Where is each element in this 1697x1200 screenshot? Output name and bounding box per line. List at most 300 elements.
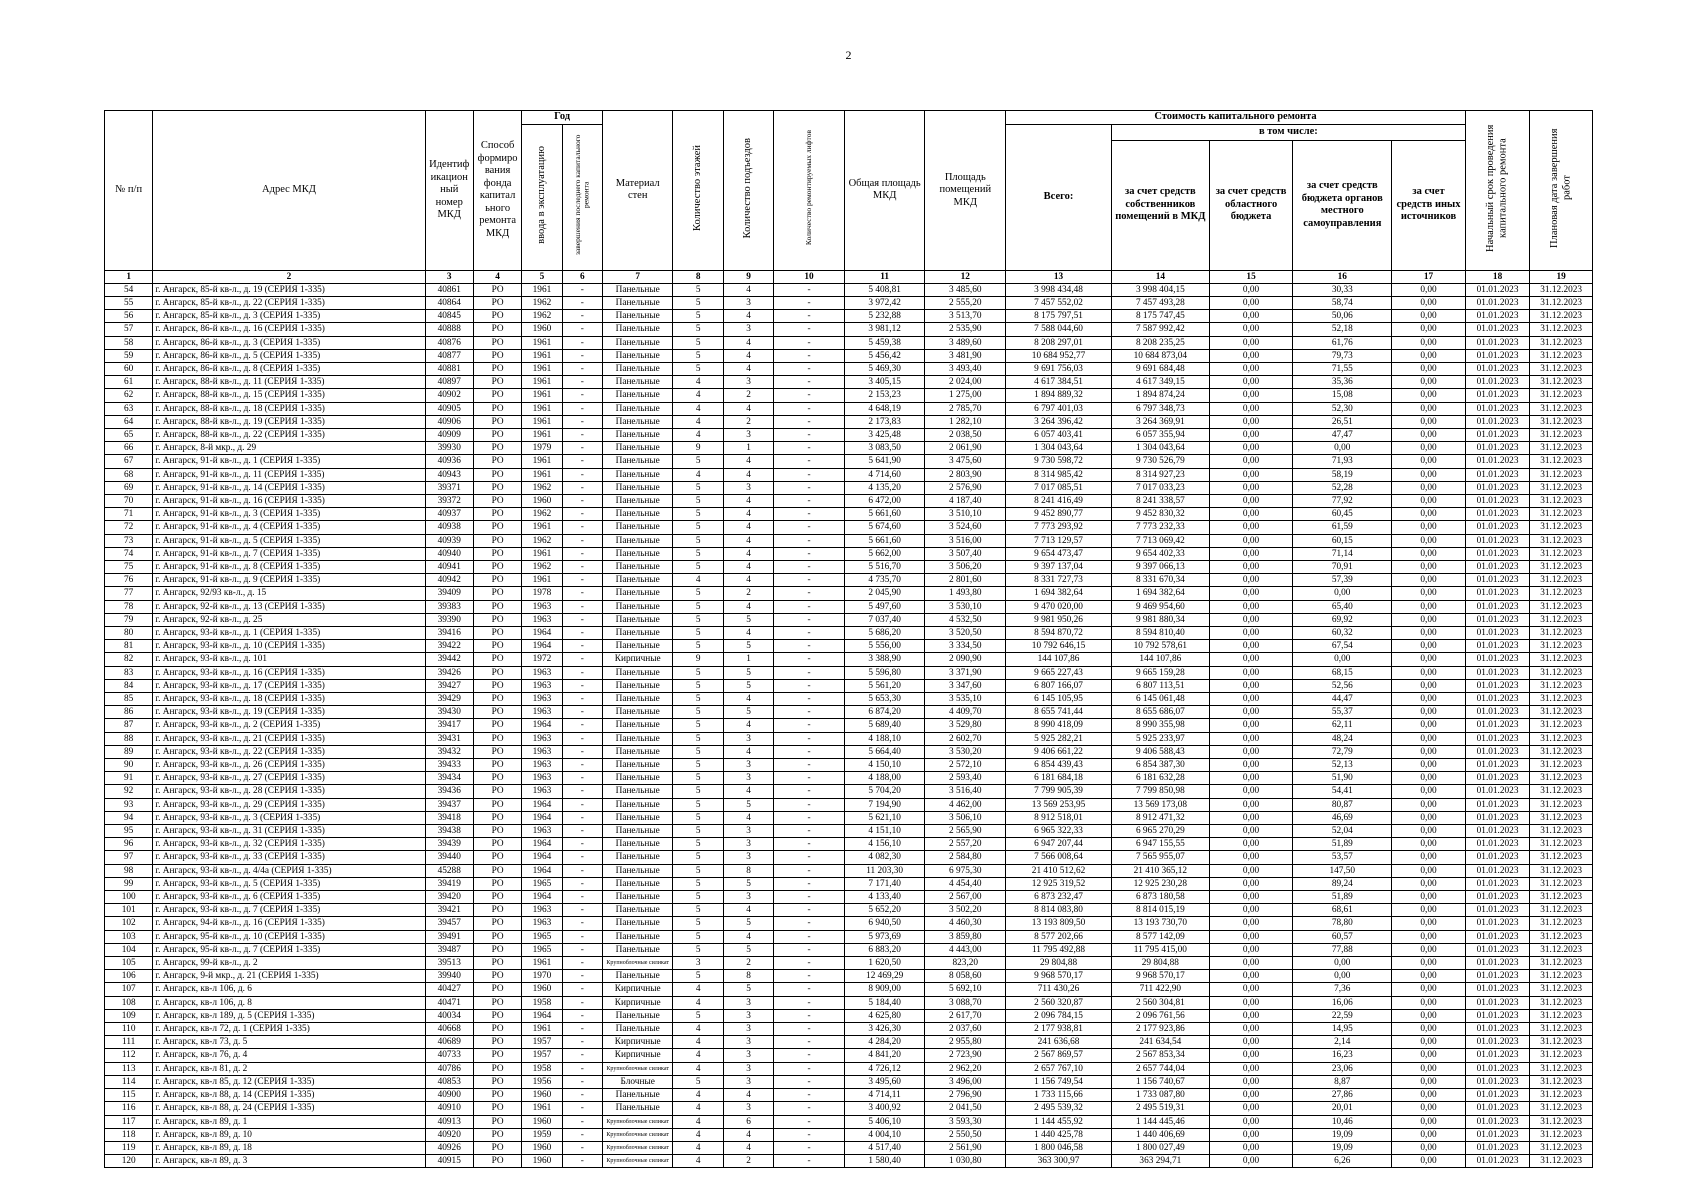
row-number: 94 (105, 811, 153, 824)
entrances: 3 (723, 376, 773, 389)
table-row (105, 1009, 1593, 1022)
end-date: 31.12.2023 (1530, 455, 1593, 468)
row-number: 99 (105, 877, 153, 890)
end-date: 31.12.2023 (1530, 719, 1593, 732)
cost-regional: 0,00 (1209, 1128, 1293, 1141)
premises-area: 4 462,00 (925, 798, 1006, 811)
premises-area: 2 584,80 (925, 851, 1006, 864)
total-area: 4 284,20 (844, 1036, 925, 1049)
entrances: 2 (723, 587, 773, 600)
cost-other: 0,00 (1392, 376, 1466, 389)
floors: 5 (673, 600, 723, 613)
wall-material: Панельные (602, 376, 673, 389)
year-last-repair: - (562, 732, 602, 745)
start-date: 01.01.2023 (1465, 706, 1530, 719)
table-row (105, 745, 1593, 758)
cost-regional: 0,00 (1209, 693, 1293, 706)
year-last-repair: - (562, 1155, 602, 1168)
table-row (105, 798, 1593, 811)
floors: 5 (673, 732, 723, 745)
cost-regional: 0,00 (1209, 640, 1293, 653)
cost-owners: 9 968 570,17 (1111, 970, 1209, 983)
entrances: 4 (723, 468, 773, 481)
fund-method: РО (473, 891, 521, 904)
cost-total: 8 241 416,49 (1006, 494, 1112, 507)
floors: 5 (673, 679, 723, 692)
cost-other: 0,00 (1392, 508, 1466, 521)
total-area: 5 516,70 (844, 560, 925, 573)
wall-material: Панельные (602, 904, 673, 917)
row-number: 91 (105, 772, 153, 785)
premises-area: 3 371,90 (925, 666, 1006, 679)
cost-owners: 6 057 355,94 (1111, 428, 1209, 441)
cost-local: 19,09 (1293, 1141, 1392, 1154)
cost-total: 9 665 227,43 (1006, 666, 1112, 679)
wall-material: Панельные (602, 494, 673, 507)
start-date: 01.01.2023 (1465, 296, 1530, 309)
year-last-repair: - (562, 785, 602, 798)
mkd-id: 40905 (425, 402, 473, 415)
fund-method: РО (473, 442, 521, 455)
row-number: 62 (105, 389, 153, 402)
cost-owners: 6 181 632,28 (1111, 772, 1209, 785)
lifts: - (774, 930, 845, 943)
end-date: 31.12.2023 (1530, 798, 1593, 811)
mkd-id: 40900 (425, 1089, 473, 1102)
end-date: 31.12.2023 (1530, 640, 1593, 653)
fund-method: РО (473, 1023, 521, 1036)
row-number: 116 (105, 1102, 153, 1115)
lifts: - (774, 521, 845, 534)
address: г. Ангарск, 85-й кв-л., д. 22 (СЕРИЯ 1-335) (153, 296, 425, 309)
premises-area: 3 530,20 (925, 745, 1006, 758)
cost-other: 0,00 (1392, 468, 1466, 481)
cost-total: 9 452 890,77 (1006, 508, 1112, 521)
row-number: 61 (105, 376, 153, 389)
cost-owners: 2 177 923,86 (1111, 1023, 1209, 1036)
total-area: 4 517,40 (844, 1141, 925, 1154)
header-local: за счет средств бюджета органов местного самоуправления (1293, 140, 1392, 270)
wall-material: Панельные (602, 891, 673, 904)
row-number: 119 (105, 1141, 153, 1154)
lifts: - (774, 957, 845, 970)
start-date: 01.01.2023 (1465, 283, 1530, 296)
row-number: 88 (105, 732, 153, 745)
end-date: 31.12.2023 (1530, 785, 1593, 798)
table-row (105, 362, 1593, 375)
end-date: 31.12.2023 (1530, 428, 1593, 441)
wall-material: Панельные (602, 851, 673, 864)
end-date: 31.12.2023 (1530, 1049, 1593, 1062)
entrances: 4 (723, 560, 773, 573)
year-last-repair: - (562, 481, 602, 494)
lifts: - (774, 283, 845, 296)
cost-total: 11 795 492,88 (1006, 943, 1112, 956)
mkd-id: 39436 (425, 785, 473, 798)
mkd-id: 40943 (425, 468, 473, 481)
cost-local: 27,86 (1293, 1089, 1392, 1102)
end-date: 31.12.2023 (1530, 389, 1593, 402)
end-date: 31.12.2023 (1530, 349, 1593, 362)
mkd-id: 40034 (425, 1009, 473, 1022)
cost-other: 0,00 (1392, 904, 1466, 917)
header-lifts: Количество ремонтируемых лифтов (774, 111, 845, 271)
cost-total: 6 181 684,18 (1006, 772, 1112, 785)
cost-local: 68,61 (1293, 904, 1392, 917)
floors: 5 (673, 1009, 723, 1022)
cost-other: 0,00 (1392, 626, 1466, 639)
cost-local: 46,69 (1293, 811, 1392, 824)
floors: 5 (673, 904, 723, 917)
cost-other: 0,00 (1392, 706, 1466, 719)
floors: 5 (673, 455, 723, 468)
cost-owners: 2 495 519,31 (1111, 1102, 1209, 1115)
fund-method: РО (473, 521, 521, 534)
cost-owners: 8 241 338,57 (1111, 494, 1209, 507)
floors: 5 (673, 891, 723, 904)
premises-area: 3 516,00 (925, 534, 1006, 547)
floors: 5 (673, 759, 723, 772)
cost-owners: 1 156 740,67 (1111, 1075, 1209, 1088)
cost-regional: 0,00 (1209, 613, 1293, 626)
total-area: 3 981,12 (844, 323, 925, 336)
address: г. Ангарск, 91-й кв-л., д. 5 (СЕРИЯ 1-335) (153, 534, 425, 547)
premises-area: 4 460,30 (925, 917, 1006, 930)
lifts: - (774, 1102, 845, 1115)
year-last-repair: - (562, 957, 602, 970)
address: г. Ангарск, 93-й кв-л., д. 19 (СЕРИЯ 1-335) (153, 706, 425, 719)
entrances: 6 (723, 1115, 773, 1128)
lifts: - (774, 468, 845, 481)
entrances: 4 (723, 785, 773, 798)
total-area: 5 406,10 (844, 1115, 925, 1128)
mkd-id: 39372 (425, 494, 473, 507)
cost-local: 80,87 (1293, 798, 1392, 811)
floors: 5 (673, 521, 723, 534)
start-date: 01.01.2023 (1465, 851, 1530, 864)
table-row (105, 428, 1593, 441)
year-last-repair: - (562, 415, 602, 428)
cost-regional: 0,00 (1209, 481, 1293, 494)
entrances: 1 (723, 653, 773, 666)
cost-regional: 0,00 (1209, 349, 1293, 362)
entrances: 3 (723, 772, 773, 785)
cost-other: 0,00 (1392, 719, 1466, 732)
entrances: 5 (723, 983, 773, 996)
year-last-repair: - (562, 706, 602, 719)
cost-other: 0,00 (1392, 891, 1466, 904)
row-number: 96 (105, 838, 153, 851)
premises-area: 3 516,40 (925, 785, 1006, 798)
cost-regional: 0,00 (1209, 864, 1293, 877)
year-last-repair: - (562, 917, 602, 930)
total-area: 5 232,88 (844, 310, 925, 323)
premises-area: 2 572,10 (925, 759, 1006, 772)
cost-total: 6 854 439,43 (1006, 759, 1112, 772)
total-area: 6 940,50 (844, 917, 925, 930)
lifts: - (774, 508, 845, 521)
year-last-repair: - (562, 877, 602, 890)
cost-regional: 0,00 (1209, 415, 1293, 428)
cost-local: 55,37 (1293, 706, 1392, 719)
wall-material: Крупноблочные силикат (602, 1128, 673, 1141)
year-commission: 1964 (522, 851, 562, 864)
cost-regional: 0,00 (1209, 851, 1293, 864)
row-number: 120 (105, 1155, 153, 1168)
cost-total: 8 814 083,80 (1006, 904, 1112, 917)
cost-owners: 8 175 747,45 (1111, 310, 1209, 323)
entrances: 4 (723, 547, 773, 560)
header-method: Способ формиро вания фонда капитал ьного ремонта МКД (473, 111, 521, 271)
premises-area: 2 723,90 (925, 1049, 1006, 1062)
start-date: 01.01.2023 (1465, 613, 1530, 626)
end-date: 31.12.2023 (1530, 864, 1593, 877)
year-last-repair: - (562, 745, 602, 758)
year-last-repair: - (562, 534, 602, 547)
end-date: 31.12.2023 (1530, 1062, 1593, 1075)
premises-area: 3 507,40 (925, 547, 1006, 560)
column-number: 12 (925, 270, 1006, 283)
cost-owners: 6 873 180,58 (1111, 891, 1209, 904)
cost-total: 2 096 784,15 (1006, 1009, 1112, 1022)
year-last-repair: - (562, 1141, 602, 1154)
wall-material: Панельные (602, 508, 673, 521)
row-number: 71 (105, 508, 153, 521)
cost-regional: 0,00 (1209, 283, 1293, 296)
cost-total: 7 773 293,92 (1006, 521, 1112, 534)
cost-total: 2 567 869,57 (1006, 1049, 1112, 1062)
end-date: 31.12.2023 (1530, 653, 1593, 666)
table-row (105, 415, 1593, 428)
column-number: 4 (473, 270, 521, 283)
cost-total: 9 397 137,04 (1006, 560, 1112, 573)
year-commission: 1961 (522, 362, 562, 375)
year-commission: 1958 (522, 996, 562, 1009)
start-date: 01.01.2023 (1465, 759, 1530, 772)
lifts: - (774, 1049, 845, 1062)
fund-method: РО (473, 679, 521, 692)
lifts: - (774, 428, 845, 441)
fund-method: РО (473, 534, 521, 547)
cost-local: 77,92 (1293, 494, 1392, 507)
cost-other: 0,00 (1392, 455, 1466, 468)
cost-other: 0,00 (1392, 442, 1466, 455)
wall-material: Панельные (602, 362, 673, 375)
lifts: - (774, 534, 845, 547)
lifts: - (774, 587, 845, 600)
cost-other: 0,00 (1392, 402, 1466, 415)
floors: 5 (673, 336, 723, 349)
cost-total: 7 713 129,57 (1006, 534, 1112, 547)
cost-regional: 0,00 (1209, 442, 1293, 455)
cost-owners: 7 713 069,42 (1111, 534, 1209, 547)
total-area: 5 652,20 (844, 904, 925, 917)
start-date: 01.01.2023 (1465, 560, 1530, 573)
cost-owners: 29 804,88 (1111, 957, 1209, 970)
address: г. Ангарск, 88-й кв-л., д. 11 (СЕРИЯ 1-335) (153, 376, 425, 389)
premises-area: 1 275,00 (925, 389, 1006, 402)
total-area: 7 037,40 (844, 613, 925, 626)
premises-area: 3 475,60 (925, 455, 1006, 468)
cost-total: 7 017 085,51 (1006, 481, 1112, 494)
cost-other: 0,00 (1392, 1036, 1466, 1049)
address: г. Ангарск, кв-л 106, д. 6 (153, 983, 425, 996)
row-number: 76 (105, 574, 153, 587)
total-area: 3 388,90 (844, 653, 925, 666)
cost-regional: 0,00 (1209, 468, 1293, 481)
entrances: 5 (723, 917, 773, 930)
column-number: 16 (1293, 270, 1392, 283)
year-commission: 1958 (522, 1062, 562, 1075)
fund-method: РО (473, 811, 521, 824)
table-row (105, 759, 1593, 772)
table-row (105, 1036, 1593, 1049)
start-date: 01.01.2023 (1465, 891, 1530, 904)
floors: 5 (673, 534, 723, 547)
total-area: 4 188,10 (844, 732, 925, 745)
address: г. Ангарск, 85-й кв-л., д. 3 (СЕРИЯ 1-335) (153, 310, 425, 323)
year-last-repair: - (562, 560, 602, 573)
fund-method: РО (473, 481, 521, 494)
cost-owners: 144 107,86 (1111, 653, 1209, 666)
end-date: 31.12.2023 (1530, 468, 1593, 481)
header-year-commission: ввода в эксплуатацию (522, 125, 562, 271)
cost-other: 0,00 (1392, 1102, 1466, 1115)
mkd-id: 40733 (425, 1049, 473, 1062)
wall-material: Панельные (602, 759, 673, 772)
cost-total: 29 804,88 (1006, 957, 1112, 970)
end-date: 31.12.2023 (1530, 310, 1593, 323)
row-number: 64 (105, 415, 153, 428)
end-date: 31.12.2023 (1530, 442, 1593, 455)
cost-regional: 0,00 (1209, 785, 1293, 798)
cost-owners: 2 096 761,56 (1111, 1009, 1209, 1022)
wall-material: Панельные (602, 772, 673, 785)
cost-total: 2 177 938,81 (1006, 1023, 1112, 1036)
end-date: 31.12.2023 (1530, 970, 1593, 983)
cost-regional: 0,00 (1209, 1102, 1293, 1115)
year-commission: 1963 (522, 904, 562, 917)
table-row (105, 283, 1593, 296)
cost-regional: 0,00 (1209, 891, 1293, 904)
cost-local: 44,47 (1293, 693, 1392, 706)
row-number: 56 (105, 310, 153, 323)
end-date: 31.12.2023 (1530, 957, 1593, 970)
cost-total: 6 057 403,41 (1006, 428, 1112, 441)
row-number: 72 (105, 521, 153, 534)
cost-regional: 0,00 (1209, 706, 1293, 719)
fund-method: РО (473, 917, 521, 930)
header-total: Всего: (1006, 125, 1112, 271)
header-entrances: Количество подъездов (723, 111, 773, 271)
cost-regional: 0,00 (1209, 732, 1293, 745)
wall-material: Панельные (602, 481, 673, 494)
table-row (105, 785, 1593, 798)
lifts: - (774, 296, 845, 309)
floors: 5 (673, 838, 723, 851)
year-last-repair: - (562, 693, 602, 706)
table-row (105, 534, 1593, 547)
mkd-id: 39491 (425, 930, 473, 943)
cost-owners: 1 440 406,69 (1111, 1128, 1209, 1141)
year-last-repair: - (562, 283, 602, 296)
fund-method: РО (473, 296, 521, 309)
cost-regional: 0,00 (1209, 1023, 1293, 1036)
mkd-id: 40906 (425, 415, 473, 428)
row-number: 59 (105, 349, 153, 362)
wall-material: Панельные (602, 706, 673, 719)
start-date: 01.01.2023 (1465, 508, 1530, 521)
year-last-repair: - (562, 1036, 602, 1049)
wall-material: Панельные (602, 798, 673, 811)
floors: 4 (673, 1155, 723, 1168)
start-date: 01.01.2023 (1465, 653, 1530, 666)
entrances: 3 (723, 996, 773, 1009)
fund-method: РО (473, 983, 521, 996)
premises-area: 4 443,00 (925, 943, 1006, 956)
cost-owners: 8 208 235,25 (1111, 336, 1209, 349)
cost-local: 57,39 (1293, 574, 1392, 587)
year-commission: 1960 (522, 323, 562, 336)
cost-owners: 11 795 415,00 (1111, 943, 1209, 956)
mkd-id: 39513 (425, 957, 473, 970)
end-date: 31.12.2023 (1530, 930, 1593, 943)
end-date: 31.12.2023 (1530, 904, 1593, 917)
entrances: 4 (723, 811, 773, 824)
lifts: - (774, 785, 845, 798)
address: г. Ангарск, 93-й кв-л., д. 28 (СЕРИЯ 1-335) (153, 785, 425, 798)
year-last-repair: - (562, 428, 602, 441)
wall-material: Панельные (602, 626, 673, 639)
total-area: 3 425,48 (844, 428, 925, 441)
fund-method: РО (473, 904, 521, 917)
wall-material: Панельные (602, 785, 673, 798)
year-last-repair: - (562, 1128, 602, 1141)
year-last-repair: - (562, 1062, 602, 1075)
total-area: 3 426,30 (844, 1023, 925, 1036)
premises-area: 2 561,90 (925, 1141, 1006, 1154)
year-commission: 1961 (522, 349, 562, 362)
mkd-id: 40471 (425, 996, 473, 1009)
row-number: 111 (105, 1036, 153, 1049)
mkd-id: 39940 (425, 970, 473, 983)
cost-other: 0,00 (1392, 851, 1466, 864)
start-date: 01.01.2023 (1465, 336, 1530, 349)
entrances: 4 (723, 402, 773, 415)
address: г. Ангарск, 93-й кв-л., д. 1 (СЕРИЯ 1-335) (153, 626, 425, 639)
lifts: - (774, 904, 845, 917)
year-last-repair: - (562, 1049, 602, 1062)
table-row (105, 838, 1593, 851)
entrances: 5 (723, 877, 773, 890)
premises-area: 4 454,40 (925, 877, 1006, 890)
wall-material: Кирпичные (602, 1049, 673, 1062)
start-date: 01.01.2023 (1465, 428, 1530, 441)
row-number: 57 (105, 323, 153, 336)
floors: 4 (673, 402, 723, 415)
entrances: 2 (723, 415, 773, 428)
header-total-area: Общая площадь МКД (844, 111, 925, 271)
address: г. Ангарск, кв-л 89, д. 10 (153, 1128, 425, 1141)
wall-material: Панельные (602, 323, 673, 336)
fund-method: РО (473, 1115, 521, 1128)
cost-local: 20,01 (1293, 1102, 1392, 1115)
end-date: 31.12.2023 (1530, 732, 1593, 745)
year-last-repair: - (562, 362, 602, 375)
address: г. Ангарск, 93-й кв-л., д. 33 (СЕРИЯ 1-335) (153, 851, 425, 864)
floors: 5 (673, 864, 723, 877)
entrances: 4 (723, 283, 773, 296)
